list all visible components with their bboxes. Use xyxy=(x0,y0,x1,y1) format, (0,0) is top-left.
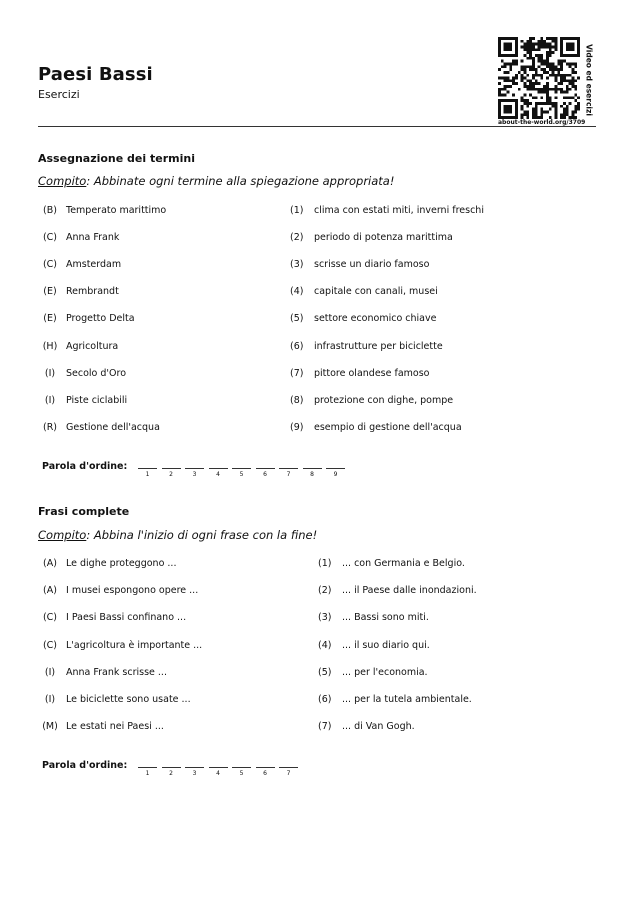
definition-row xyxy=(290,368,429,379)
definition-num: (1) xyxy=(290,205,304,216)
definition-row xyxy=(290,313,436,324)
definition-num: (8) xyxy=(290,394,304,406)
term-text: Anna Frank xyxy=(66,232,120,244)
answer-blank-line[interactable] xyxy=(232,767,251,768)
term-row xyxy=(40,205,166,216)
section1-task-text: : Abbinate ogni termine alla spiegazione appropriata! xyxy=(86,174,395,188)
sentence-end-row xyxy=(318,721,415,732)
answer-blank-line[interactable] xyxy=(256,767,275,768)
sentence-end-num: (7) xyxy=(318,721,332,733)
section2-task-label: Compito xyxy=(38,528,87,542)
sentence-start-letter: (M) xyxy=(42,721,58,733)
qr-side-text: Video ed esercizi xyxy=(584,44,594,116)
section2-order-label: Parola d'ordine: xyxy=(42,760,128,771)
qr-code-icon[interactable] xyxy=(498,37,580,119)
answer-slot[interactable] xyxy=(256,460,275,478)
term-letter: (B) xyxy=(43,205,57,216)
answer-slot-number: 6 xyxy=(263,770,267,777)
answer-slot-number: 1 xyxy=(145,471,150,478)
sentence-start-text: I Paesi Bassi confinano ... xyxy=(66,612,187,624)
answer-slot-number: 2 xyxy=(169,471,173,478)
sentence-end-row xyxy=(318,558,465,569)
term-letter: (R) xyxy=(42,421,57,433)
definition-text: pittore olandese famoso xyxy=(314,367,430,379)
term-letter: (C) xyxy=(42,232,58,244)
sentence-start-row xyxy=(40,585,198,596)
sentence-start-row xyxy=(40,558,176,569)
sentence-start-letter: (I) xyxy=(44,694,56,705)
answer-slot-number: 1 xyxy=(145,770,150,777)
definition-num: (3) xyxy=(290,259,304,271)
sentence-start-text: Le biciclette sono usate ... xyxy=(66,694,191,705)
answer-slot[interactable] xyxy=(279,460,298,478)
definition-text: capitale con canali, musei xyxy=(314,286,438,298)
definition-num: (6) xyxy=(290,340,304,352)
term-letter: (E) xyxy=(43,286,57,298)
definition-num: (5) xyxy=(290,313,304,325)
term-letter: (I) xyxy=(44,367,56,379)
page-title: Paesi Bassi xyxy=(38,64,153,85)
term-row xyxy=(40,313,135,324)
term-text: Agricoltura xyxy=(66,340,119,352)
definition-num: (2) xyxy=(290,232,304,244)
definition-row xyxy=(290,205,484,216)
answer-blank-line[interactable] xyxy=(256,468,275,469)
term-row xyxy=(40,341,118,352)
qr-side-caption xyxy=(583,40,595,120)
answer-slot[interactable] xyxy=(138,460,157,478)
definition-row xyxy=(290,286,438,297)
definition-text: settore economico chiave xyxy=(314,313,437,325)
definition-row xyxy=(290,232,453,243)
sentence-end-row xyxy=(318,640,430,651)
sentence-start-row xyxy=(40,667,167,678)
answer-blank-line[interactable] xyxy=(209,468,228,469)
qr-url[interactable]: about-the-world.org/3709 xyxy=(498,119,586,126)
section1-task xyxy=(38,174,394,188)
term-text: Temperato marittimo xyxy=(66,205,167,216)
sentence-end-row xyxy=(318,585,477,596)
definition-text: periodo di potenza marittima xyxy=(314,232,453,244)
term-letter: (E) xyxy=(43,313,57,325)
answer-slot-number: 6 xyxy=(263,471,267,478)
definition-num: (4) xyxy=(290,286,304,298)
sentence-end-row xyxy=(318,694,472,705)
sentence-start-row xyxy=(40,694,191,705)
term-letter: (I) xyxy=(44,394,56,406)
section1-task-label: Compito xyxy=(38,174,87,188)
sentence-end-num: (2) xyxy=(318,585,332,597)
sentence-start-row xyxy=(40,612,186,623)
answer-slot[interactable] xyxy=(209,759,228,777)
answer-slot-number: 4 xyxy=(216,770,220,777)
sentence-end-num: (6) xyxy=(318,694,332,705)
sentence-end-text: ... di Van Gogh. xyxy=(342,721,415,733)
sentence-start-letter: (A) xyxy=(43,585,57,597)
answer-blank-line[interactable] xyxy=(138,767,157,768)
sentence-end-text: ... per la tutela ambientale. xyxy=(342,694,472,705)
answer-slot[interactable] xyxy=(326,460,345,478)
answer-slot[interactable] xyxy=(138,759,157,777)
answer-slot-number: 9 xyxy=(333,471,338,478)
sentence-start-text: L'agricoltura è importante ... xyxy=(66,639,203,651)
section1-order-label: Parola d'ordine: xyxy=(42,461,128,472)
term-row xyxy=(40,368,126,379)
term-row xyxy=(40,232,119,243)
term-row xyxy=(40,286,119,297)
answer-blank-line[interactable] xyxy=(185,767,204,768)
term-text: Rembrandt xyxy=(66,286,119,298)
sentence-start-text: I musei espongono opere ... xyxy=(66,585,199,597)
answer-slot-number: 3 xyxy=(192,770,197,777)
term-text: Secolo d'Oro xyxy=(66,367,127,379)
sentence-start-text: Anna Frank scrisse ... xyxy=(66,666,167,678)
definition-text: protezione con dighe, pompe xyxy=(314,394,454,406)
definition-row xyxy=(290,422,462,433)
sentence-start-row xyxy=(40,640,202,651)
answer-slot[interactable] xyxy=(185,759,204,777)
answer-blank-line[interactable] xyxy=(138,468,157,469)
answer-blank-line[interactable] xyxy=(279,468,298,469)
sentence-end-num: (1) xyxy=(318,558,332,569)
sentence-end-row xyxy=(318,667,428,678)
definition-text: esempio di gestione dell'acqua xyxy=(314,421,462,433)
section2-task-text: : Abbina l'inizio di ogni frase con la fine! xyxy=(86,528,318,542)
definition-text: infrastrutture per biciclette xyxy=(314,340,443,352)
answer-slot-number: 2 xyxy=(169,770,173,777)
sentence-end-text: ... con Germania e Belgio. xyxy=(342,558,465,569)
answer-slot-number: 8 xyxy=(310,471,314,478)
definition-num: (7) xyxy=(290,367,304,379)
answer-slot[interactable] xyxy=(303,460,322,478)
answer-slot-number: 5 xyxy=(239,471,244,478)
sentence-end-num: (5) xyxy=(318,666,332,678)
sentence-end-num: (3) xyxy=(318,612,332,624)
section2-title: Frasi complete xyxy=(38,505,130,518)
answer-blank-line[interactable] xyxy=(279,767,298,768)
term-text: Gestione dell'acqua xyxy=(66,421,160,433)
answer-blank-line[interactable] xyxy=(185,468,204,469)
definition-num: (9) xyxy=(290,421,304,433)
answer-slot[interactable] xyxy=(232,460,251,478)
term-row xyxy=(40,259,121,270)
answer-blank-line[interactable] xyxy=(232,468,251,469)
sentence-start-letter: (A) xyxy=(43,558,57,569)
answer-blank-line[interactable] xyxy=(162,767,181,768)
answer-slot[interactable] xyxy=(209,460,228,478)
definition-text: scrisse un diario famoso xyxy=(314,259,430,271)
answer-slot-number: 7 xyxy=(286,770,291,777)
section2-task xyxy=(38,528,317,542)
definition-row xyxy=(290,259,429,270)
term-text: Piste ciclabili xyxy=(66,394,128,406)
answer-blank-line[interactable] xyxy=(326,468,345,469)
term-letter: (H) xyxy=(42,340,58,352)
answer-slot-number: 7 xyxy=(286,471,291,478)
section1-title: Assegnazione dei termini xyxy=(38,152,195,165)
sentence-end-text: ... il Paese dalle inondazioni. xyxy=(342,585,477,597)
answer-blank-line[interactable] xyxy=(162,468,181,469)
answer-slot[interactable] xyxy=(185,460,204,478)
answer-blank-line[interactable] xyxy=(303,468,322,469)
answer-blank-line[interactable] xyxy=(209,767,228,768)
sentence-start-row xyxy=(40,721,164,732)
answer-slot[interactable] xyxy=(232,759,251,777)
definition-row xyxy=(290,395,453,406)
sentence-start-letter: (C) xyxy=(42,639,58,651)
sentence-end-text: ... Bassi sono miti. xyxy=(342,612,429,624)
sentence-end-text: ... per l'economia. xyxy=(342,666,428,678)
term-row xyxy=(40,422,160,433)
page-subtitle: Esercizi xyxy=(38,88,80,101)
sentence-end-row xyxy=(318,612,429,623)
answer-slot[interactable] xyxy=(162,759,181,777)
sentence-start-letter: (I) xyxy=(44,666,56,678)
definition-text: clima con estati miti, inverni freschi xyxy=(314,205,484,216)
sentence-end-text: ... il suo diario qui. xyxy=(342,639,430,651)
answer-slot[interactable] xyxy=(162,460,181,478)
answer-slot-number: 5 xyxy=(239,770,244,777)
header-divider xyxy=(38,126,596,127)
term-text: Progetto Delta xyxy=(66,313,135,325)
sentence-start-text: Le estati nei Paesi ... xyxy=(66,721,164,733)
answer-slot-number: 4 xyxy=(216,471,220,478)
answer-slot[interactable] xyxy=(256,759,275,777)
term-letter: (C) xyxy=(42,259,58,271)
sentence-end-num: (4) xyxy=(318,639,332,651)
sentence-start-text: Le dighe proteggono ... xyxy=(66,558,177,569)
answer-slot-number: 3 xyxy=(192,471,197,478)
sentence-start-letter: (C) xyxy=(42,612,58,624)
definition-row xyxy=(290,341,443,352)
term-text: Amsterdam xyxy=(66,259,122,271)
answer-slot[interactable] xyxy=(279,759,298,777)
term-row xyxy=(40,395,127,406)
